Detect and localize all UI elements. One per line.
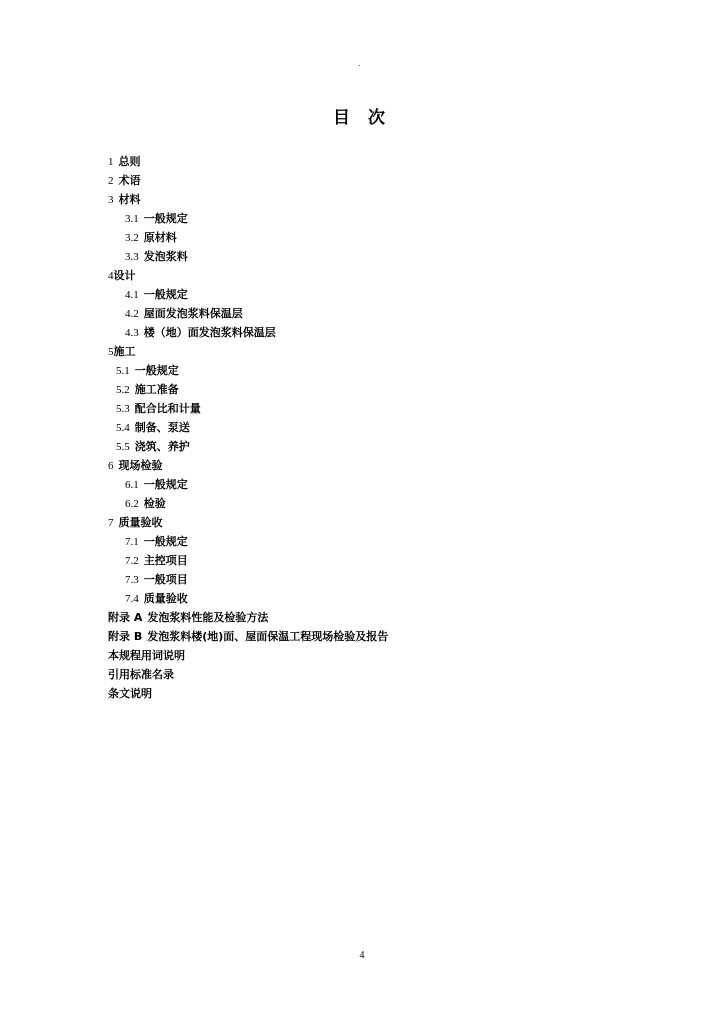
toc-entry-label: 一般规定 [143, 288, 188, 301]
toc-entry-number: 5.2 [116, 384, 130, 396]
toc-entry-number: 1 [108, 156, 114, 168]
toc-entry-1[interactable] [108, 152, 668, 171]
toc-entry-number: 4.1 [125, 289, 139, 301]
toc-entry-label: 配合比和计量 [134, 402, 201, 415]
toc-entry-6[interactable] [108, 456, 668, 475]
toc-entry-number: 7.2 [125, 555, 139, 567]
toc-entry-2[interactable] [108, 171, 668, 190]
toc-entry-4[interactable] [108, 266, 668, 285]
toc-entry-number: 3.2 [125, 232, 139, 244]
toc-entry-number: 3.3 [125, 251, 139, 263]
toc-entry-number: 7.1 [125, 536, 139, 548]
toc-entry-5-2[interactable] [108, 380, 668, 399]
toc-entry-number: 7 [108, 517, 114, 529]
toc-entry-label: 楼（地）面发泡浆料保温层 [143, 326, 276, 339]
toc-entry-6-1[interactable] [108, 475, 668, 494]
toc-entry-label: 设计 [113, 269, 136, 282]
toc-entry-label: 一般项目 [143, 573, 188, 586]
toc-entry-label: 现场检验 [118, 459, 163, 472]
toc-entry-label: 引用标准名录 [108, 668, 174, 681]
toc-entry-number: 4.3 [125, 327, 139, 339]
toc-entry-label: 一般规定 [134, 364, 179, 377]
table-of-contents [108, 152, 668, 703]
toc-entry-references[interactable] [108, 665, 668, 684]
toc-entry-label: 质量验收 [118, 516, 163, 529]
toc-entry-number: 6.2 [125, 498, 139, 510]
toc-entry-4-3[interactable] [108, 323, 668, 342]
toc-entry-3-2[interactable] [108, 228, 668, 247]
toc-entry-3-3[interactable] [108, 247, 668, 266]
toc-entry-appendix-b[interactable] [108, 627, 668, 646]
toc-entry-number: 5.1 [116, 365, 130, 377]
toc-entry-label: 一般规定 [143, 212, 188, 225]
toc-entry-label: 术语 [118, 174, 141, 187]
toc-entry-3[interactable] [108, 190, 668, 209]
toc-entry-number: 4.2 [125, 308, 139, 320]
toc-entry-7-4[interactable] [108, 589, 668, 608]
toc-entry-number: 6 [108, 460, 114, 472]
toc-entry-label: 本规程用词说明 [108, 649, 185, 662]
toc-entry-label: 质量验收 [143, 592, 188, 605]
toc-entry-number: 5.4 [116, 422, 130, 434]
toc-entry-explanation[interactable] [108, 684, 668, 703]
toc-entry-number: 7.4 [125, 593, 139, 605]
toc-entry-label: 检验 [143, 497, 166, 510]
toc-entry-6-2[interactable] [108, 494, 668, 513]
toc-entry-5-1[interactable] [108, 361, 668, 380]
toc-entry-number: 3.1 [125, 213, 139, 225]
toc-entry-7-1[interactable] [108, 532, 668, 551]
toc-entry-label: 原材料 [143, 231, 177, 244]
toc-entry-7[interactable] [108, 513, 668, 532]
toc-entry-4-2[interactable] [108, 304, 668, 323]
toc-entry-number: 5.3 [116, 403, 130, 415]
toc-entry-number: 6.1 [125, 479, 139, 491]
toc-entry-5[interactable] [108, 342, 668, 361]
toc-entry-label: 发泡浆料性能及检验方法 [147, 611, 269, 624]
toc-entry-appendix-a[interactable] [108, 608, 668, 627]
toc-entry-5-4[interactable] [108, 418, 668, 437]
toc-entry-number: 7.3 [125, 574, 139, 586]
toc-entry-5-5[interactable] [108, 437, 668, 456]
toc-entry-number: 3 [108, 194, 114, 206]
toc-entry-label: 总则 [118, 155, 141, 168]
toc-entry-number: 2 [108, 175, 114, 187]
toc-entry-label: 发泡浆料 [143, 250, 188, 263]
toc-entry-label: 一般规定 [143, 535, 188, 548]
header-mark: . [358, 58, 361, 68]
toc-entry-5-3[interactable] [108, 399, 668, 418]
toc-entry-label: 制备、泵送 [134, 421, 190, 434]
toc-entry-label: 发泡浆料楼(地)面、屋面保温工程现场检验及报告 [147, 630, 389, 643]
toc-entry-label: 施工 [113, 345, 136, 358]
page-number: 4 [359, 950, 365, 961]
toc-entry-number: 附录 A [108, 611, 143, 624]
toc-entry-4-1[interactable] [108, 285, 668, 304]
toc-entry-number: 4 [108, 270, 114, 282]
toc-entry-7-2[interactable] [108, 551, 668, 570]
toc-entry-number: 5.5 [116, 441, 130, 453]
toc-entry-label: 浇筑、养护 [134, 440, 190, 453]
toc-entry-label: 屋面发泡浆料保温层 [143, 307, 243, 320]
toc-entry-label: 主控项目 [143, 554, 188, 567]
toc-entry-number: 附录 B [108, 630, 143, 643]
toc-entry-number: 5 [108, 346, 114, 358]
toc-entry-label: 材料 [118, 193, 141, 206]
toc-entry-label: 一般规定 [143, 478, 188, 491]
toc-entry-wording[interactable] [108, 646, 668, 665]
toc-entry-label: 条文说明 [108, 687, 152, 700]
toc-entry-label: 施工准备 [134, 383, 179, 396]
toc-entry-7-3[interactable] [108, 570, 668, 589]
page-title: 目 次 [333, 108, 391, 128]
toc-entry-3-1[interactable] [108, 209, 668, 228]
